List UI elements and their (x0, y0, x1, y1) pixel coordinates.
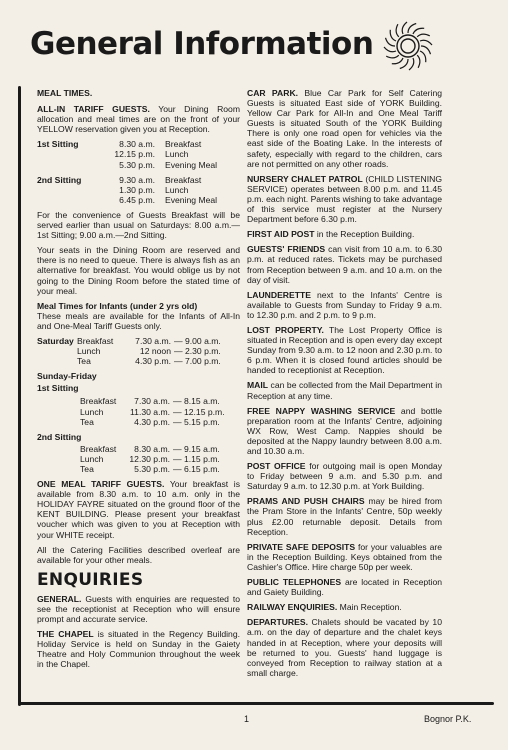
saturday-label: Saturday (37, 335, 74, 346)
table-row (37, 407, 225, 417)
table-row (37, 464, 220, 474)
safe-deposits-text: for your valuables are in the Reception Building. Keys obtained from the Cashier's Office. Hire charge 50p per week. (247, 541, 443, 572)
time-cell: 6.45 p.m. (119, 194, 155, 205)
infants-intro: These meals are available for the Infants of All-In and One-Meal Tariff Guests only. (37, 310, 240, 331)
left-border-rule (18, 86, 21, 706)
table-row (37, 336, 221, 346)
railway-paragraph (247, 602, 442, 612)
railway-lead: RAILWAY ENQUIRIES. (247, 602, 338, 613)
right-column (247, 88, 442, 683)
to-cell: — 1.15 p.m. (173, 453, 220, 464)
safe-deposits-lead: PRIVATE SAFE DEPOSITS (247, 541, 356, 552)
meal-cell: Breakfast (77, 335, 114, 346)
to-cell: — 8.15 a.m. (173, 396, 220, 407)
sun-ray (396, 24, 399, 37)
from-cell: 12 noon (139, 346, 171, 357)
one-meal-lead: ONE MEAL TARIFF GUESTS. (37, 479, 165, 490)
infants-first-sitting-table (37, 396, 225, 426)
telephones-text: are located in Reception and Gaiety Building. (247, 577, 443, 598)
table-row (37, 195, 217, 205)
meal-cell: Breakfast (165, 139, 202, 150)
first-aid-text: in the Reception Building. (316, 229, 415, 240)
saturday-table (37, 336, 221, 366)
nappy-paragraph (247, 406, 442, 456)
table-row (37, 396, 225, 406)
table-row (37, 444, 220, 454)
meal-times-heading: MEAL TIMES. (37, 88, 93, 98)
sun-ray (390, 30, 396, 41)
second-sitting-table (37, 175, 217, 205)
first-aid-lead: FIRST AID POST (247, 229, 315, 240)
safe-deposits-paragraph (247, 542, 442, 572)
convenience-paragraph: For the convenience of Guests Breakfast will be served earlier than usual on Saturdays: 8.00 a.m.—1st Sitting; 9.00 a.m.—2nd Sitting. (37, 209, 240, 241)
footer-place: Bognor P.K. (424, 714, 472, 724)
table-row (37, 160, 217, 170)
chapel-text: is situated in the Regency Building. Holiday Service is held on Sunday in the Gaiety Theatre and Holy Communion throughout the week in the Chapel. (37, 629, 240, 670)
nappy-text: and bottle preparation room at the Infants' Centre, adjoining WX Row, West Camp. Nappies should be deposited at the Nappy laundry between 8.00 a.m. and 10.30 a.m. (247, 405, 443, 456)
launderette-lead: LAUNDERETTE (247, 289, 311, 300)
from-cell: 4.30 p.m. (134, 416, 170, 427)
mail-text: can be collected from the Mail Department in Reception at any time. (247, 380, 443, 401)
from-cell: 7.30 a.m. (135, 335, 171, 346)
sun-ray (402, 22, 407, 34)
one-meal-paragraph (37, 479, 240, 540)
to-cell: — 2.30 p.m. (174, 346, 221, 357)
post-office-text: for outgoing mail is open Monday to Friday between 9 a.m. and 5.30 p.m. and Saturday 9 a.m. to 12.30 p.m. at York Building. (247, 461, 442, 492)
from-cell: 11.30 a.m. (130, 406, 170, 417)
one-meal-text: Your breakfast is available from 8.30 a.m. to 10 a.m. only in the HOLIDAY FAYRE situated on the ground floor of the KENT BUILDING. Please present your breakfast voucher which was given to you at Reception with your WHITE receipt. (37, 479, 241, 540)
telephones-paragraph (247, 577, 442, 597)
to-cell: — 9.00 a.m. (174, 335, 221, 346)
sun-ray (413, 28, 424, 34)
prams-paragraph (247, 496, 442, 536)
infants-heading: Meal Times for Infants (under 2 yrs old) (37, 300, 198, 311)
meal-cell: Tea (80, 416, 94, 427)
to-cell: — 9.15 a.m. (173, 443, 220, 454)
sun-ray (384, 47, 396, 52)
telephones-lead: PUBLIC TELEPHONES (247, 577, 342, 588)
meal-cell: Lunch (165, 184, 189, 195)
lost-property-paragraph (247, 325, 442, 375)
departures-text: Chalets should be vacated by 10 a.m. on the day of departure and the chalet keys handed in at Reception, where your deposits will be returned to you. Guests' hand luggage is conveyed from Reception to railway station at a small charge. (247, 617, 442, 678)
header (30, 20, 490, 80)
enquiries-heading: ENQUIRIES (37, 569, 144, 590)
meal-cell: Evening Meal (165, 194, 218, 205)
chapel-paragraph (37, 629, 240, 669)
general-lead: GENERAL. (37, 593, 82, 604)
to-cell: — 5.15 p.m. (173, 416, 220, 427)
table-row (37, 185, 217, 195)
nursery-text: (CHILD LISTENING SERVICE) operates between 8.00 p.m. and 11.45 p.m. each night. Parents wishing to take advantage of this service must register at the Nursery Department before 6.30 p.m. (247, 173, 443, 225)
from-cell: 4.30 p.m. (135, 356, 171, 367)
from-cell: 5.30 p.m. (134, 464, 170, 474)
left-column (37, 88, 240, 675)
sun-ray (386, 55, 399, 58)
car-park-paragraph (247, 88, 442, 169)
meal-cell: Breakfast (165, 174, 202, 185)
page-title: General Information (30, 26, 374, 62)
time-cell: 12.15 p.m. (114, 149, 155, 160)
sun-ray (417, 34, 430, 37)
table-row (37, 356, 221, 366)
mail-lead: MAIL (247, 380, 269, 391)
table-row (37, 454, 220, 464)
meal-cell: Breakfast (80, 396, 117, 407)
second-sitting-label: 2nd Sitting (37, 174, 82, 185)
guests-friends-paragraph (247, 244, 442, 284)
meal-cell: Breakfast (80, 443, 117, 454)
seats-paragraph: Your seats in the Dining Room are reserved and there is no need to queue. There is always fish as an alternative for breakfast. You would oblige us by not going to the Dining Room before the stated time of your meal. (37, 245, 240, 296)
departures-lead: DEPARTURES. (247, 617, 308, 628)
from-cell: 8.30 a.m. (134, 443, 170, 454)
launderette-text: next to the Infants' Centre is available to Guests from Sunday to Friday 9 a.m. to 12.30 p.m. and 2 p.m. to 9 p.m. (247, 289, 443, 320)
general-text: Guests with enquiries are requested to see the receptionist at Reception who will ensure prompt and accurate service. (37, 593, 240, 625)
sun-ray (417, 55, 420, 68)
table-row (37, 346, 221, 356)
guests-friends-lead: GUESTS' FRIENDS (247, 244, 326, 255)
time-cell: 5.30 p.m. (119, 159, 155, 170)
from-cell: 7.30 a.m. (134, 396, 170, 407)
sun-logo-icon (382, 20, 434, 72)
post-office-lead: POST OFFICE (247, 461, 306, 472)
guests-friends-text: can visit from 10 a.m. to 6.30 p.m. at reduced rates. Tickets may be purchased from Reception between 9 a.m. and 10 a.m. on the day of visit. (247, 244, 442, 285)
first-aid-paragraph (247, 229, 442, 239)
post-office-paragraph (247, 461, 442, 491)
table-row (37, 175, 217, 185)
to-cell: — 12.15 p.m. (173, 406, 225, 417)
meal-cell: Evening Meal (165, 159, 218, 170)
nursery-paragraph (247, 174, 442, 224)
sun-ray (420, 40, 432, 45)
table-row (37, 139, 217, 149)
railway-text: Main Reception. (339, 602, 402, 613)
infants-second-sitting-label: 2nd Sitting (37, 431, 82, 442)
to-cell: — 7.00 p.m. (174, 356, 221, 367)
nappy-lead: FREE NAPPY WASHING SERVICE (247, 405, 396, 416)
table-row (37, 417, 225, 427)
to-cell: — 6.15 p.m. (173, 464, 220, 474)
allin-text: Your Dining Room allocation and meal times are on the front of your YELLOW reservation given you at Reception. (37, 104, 240, 135)
time-cell: 9.30 a.m. (119, 174, 155, 185)
sun-ray (392, 58, 403, 64)
chapel-lead: THE CHAPEL (37, 629, 94, 640)
meal-cell: Lunch (80, 453, 104, 464)
infants-second-sitting-table (37, 444, 220, 474)
meal-cell: Lunch (165, 149, 189, 160)
nursery-lead: NURSERY CHALET PATROL (247, 173, 363, 184)
meal-cell: Lunch (80, 406, 104, 417)
table-row (37, 149, 217, 159)
time-cell: 8.30 a.m. (119, 139, 155, 150)
time-cell: 1.30 p.m. (119, 184, 155, 195)
sunday-friday-label: Sunday-Friday (37, 371, 97, 382)
bottom-border-rule (18, 702, 494, 705)
prams-text: may be hired from the Pram Store in the Infants' Centre, 50p weekly plus £2.00 returnable deposit. Details from Reception. (247, 496, 442, 537)
catering-paragraph: All the Catering Facilities described overleaf are available for your other meals. (37, 544, 240, 565)
first-sitting-label: 1st Sitting (37, 139, 79, 150)
mail-paragraph (247, 380, 442, 400)
launderette-paragraph (247, 290, 442, 320)
lost-property-text: The Lost Property Office is situated in Reception and is open every day except Sunday from 9.30 a.m. to 12 noon and 2.30 p.m. to 6 p.m. When it is closed found articles should be handed to receptionist at Reception. (247, 324, 443, 376)
departures-paragraph (247, 617, 442, 678)
sun-ray (409, 58, 414, 70)
infants-first-sitting-label: 1st Sitting (37, 383, 79, 394)
lost-property-lead: LOST PROPERTY. (247, 324, 324, 335)
from-cell: 12.30 p.m. (129, 453, 170, 464)
first-sitting-table (37, 139, 217, 169)
meal-cell: Lunch (77, 346, 101, 357)
car-park-text: Blue Car Park for Self Catering Guests is situated East side of YORK Building. Yellow Car Park for All-In and One Meal Tariff Guests is situated South of the YORK Building There is only one road open for vehicles via the east side of the Boating Lake. In the interests of safety, especially with regard to the children, cars are not permitted on any other roads. (247, 88, 443, 169)
general-paragraph (37, 594, 240, 624)
meal-cell: Tea (80, 464, 94, 474)
prams-lead: PRAMS AND PUSH CHAIRS (247, 496, 365, 507)
allin-lead: ALL-IN TARIFF GUESTS. (37, 104, 150, 115)
car-park-lead: CAR PARK. (247, 88, 299, 98)
meal-cell: Tea (77, 356, 91, 367)
allin-paragraph (37, 104, 240, 134)
sun-ray (420, 51, 426, 62)
page-number: 1 (244, 714, 250, 724)
